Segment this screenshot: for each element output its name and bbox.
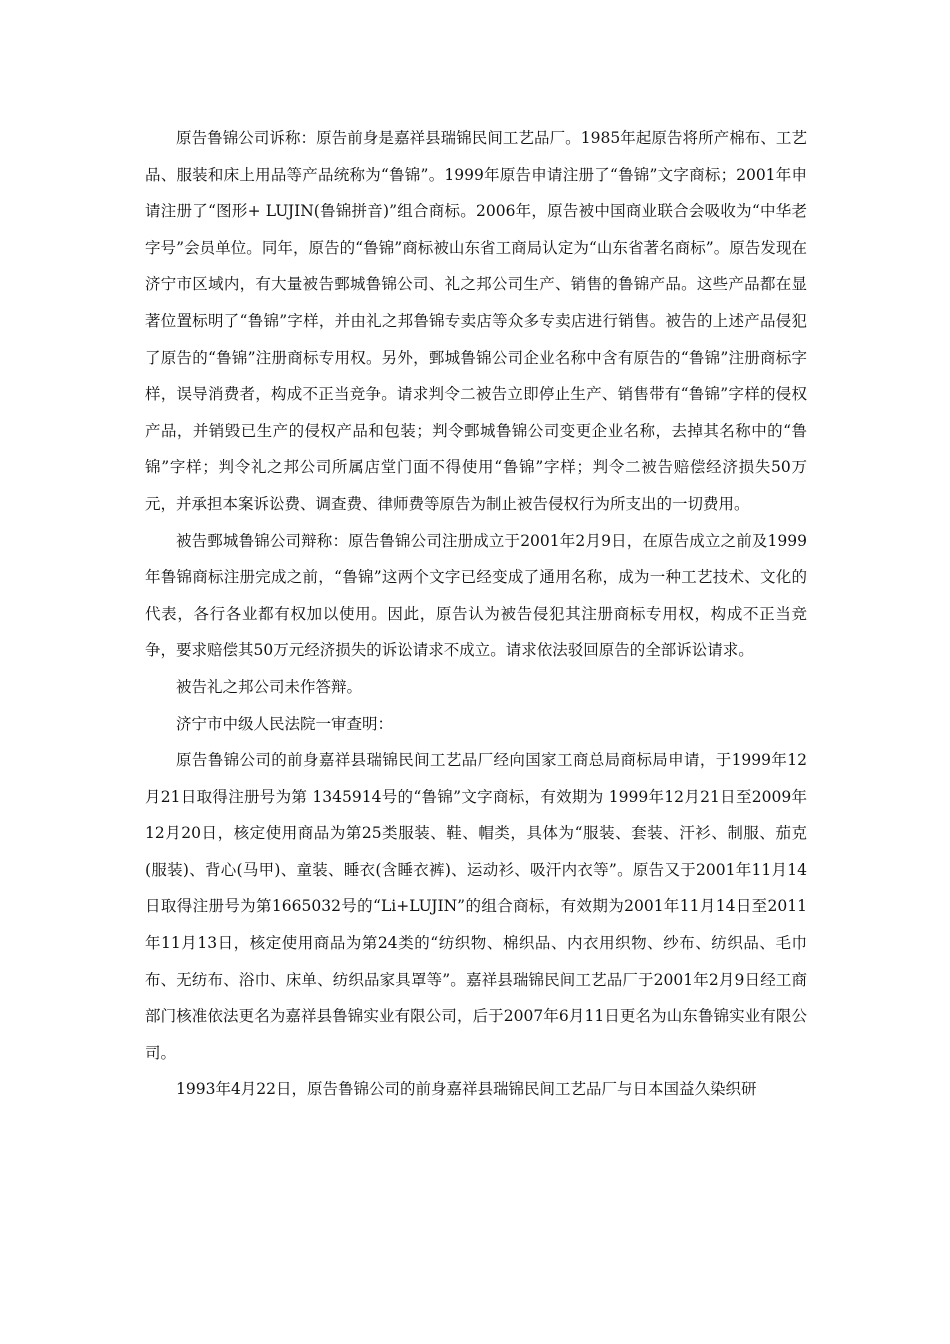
- paragraph-court-findings-heading: 济宁市中级人民法院一审查明：: [176, 714, 394, 733]
- paragraph-defendant-defense: 被告鄄城鲁锦公司辩称：原告鲁锦公司注册成立于2001年2月9日，在原告成立之前及1999年鲁锦商标注册完成之前，“鲁锦”这两个文字已经变成了通用名称，成为一种工艺技术、文化的代表，各行各业都有权加以使用。因此，原告认为被告侵犯其注册商标专用权，构成不正当竞争，要求赔偿其50万元经济损失的诉讼请求不成立。请求依法驳回原告的全部诉讼请求。: [145, 531, 807, 660]
- paragraph-1993-agreement: 1993年4月22日，原告鲁锦公司的前身嘉祥县瑞锦民间工艺品厂与日本国益久染织研: [176, 1080, 757, 1099]
- document-body: [145, 120, 807, 1108]
- paragraph-trademark-facts: 原告鲁锦公司的前身嘉祥县瑞锦民间工艺品厂经向国家工商总局商标局申请，于1999年12月21日取得注册号为第 1345914号的“鲁锦”文字商标，有效期为 1999年12月21日至2009年12月20日，核定使用商品为第25类服装、鞋、帽类，具体为“服装、套装、汗衫、制服、茄克 (服装)、背心(马甲)、童装、睡衣(含睡衣裤)、运动衫、吸汗内衣等”。原告又于2001年11月14日取得注册号为第1665032号的“Li+LUJIN”的组合商标，有效期为2001年11月14日至2011年11月13日，核定使用商品为第24类的“纺织物、棉织品、内衣用织物、纱布、纺织品、毛巾布、无纺布、浴巾、床单、纺织品家具罩等”。嘉祥县瑞锦民间工艺品厂于2001年2月9日经工商部门核准依法更名为嘉祥县鲁锦实业有限公司，后于2007年6月11日更名为山东鲁锦实业有限公司。: [145, 751, 807, 1062]
- paragraph-plaintiff-claim: 原告鲁锦公司诉称：原告前身是嘉祥县瑞锦民间工艺品厂。1985年起原告将所产棉布、工艺品、服装和床上用品等产品统称为“鲁锦”。1999年原告申请注册了“鲁锦”文字商标；2001年申请注册了“图形+ LUJIN(鲁锦拼音)”组合商标。2006年，原告被中国商业联合会吸收为“中华老字号”会员单位。同年，原告的“鲁锦”商标被山东省工商局认定为“山东省著名商标”。原告发现在济宁市区域内，有大量被告鄄城鲁锦公司、礼之邦公司生产、销售的鲁锦产品。这些产品都在显著位置标明了“鲁锦”字样，并由礼之邦鲁锦专卖店等众多专卖店进行销售。被告的上述产品侵犯了原告的“鲁锦”注册商标专用权。另外，鄄城鲁锦公司企业名称中含有原告的“鲁锦”注册商标字样，误导消费者，构成不正当竞争。请求判令二被告立即停止生产、销售带有“鲁锦”字样的侵权产品，并销毁已生产的侵权产品和包装；判令鄄城鲁锦公司变更企业名称，去掉其名称中的“鲁锦”字样；判令礼之邦公司所属店堂门面不得使用“鲁锦”字样；判令二被告赔偿经济损失50万元，并承担本案诉讼费、调查费、律师费等原告为制止被告侵权行为所支出的一切费用。: [145, 129, 807, 513]
- paragraph-no-defense: 被告礼之邦公司未作答辩。: [176, 677, 363, 696]
